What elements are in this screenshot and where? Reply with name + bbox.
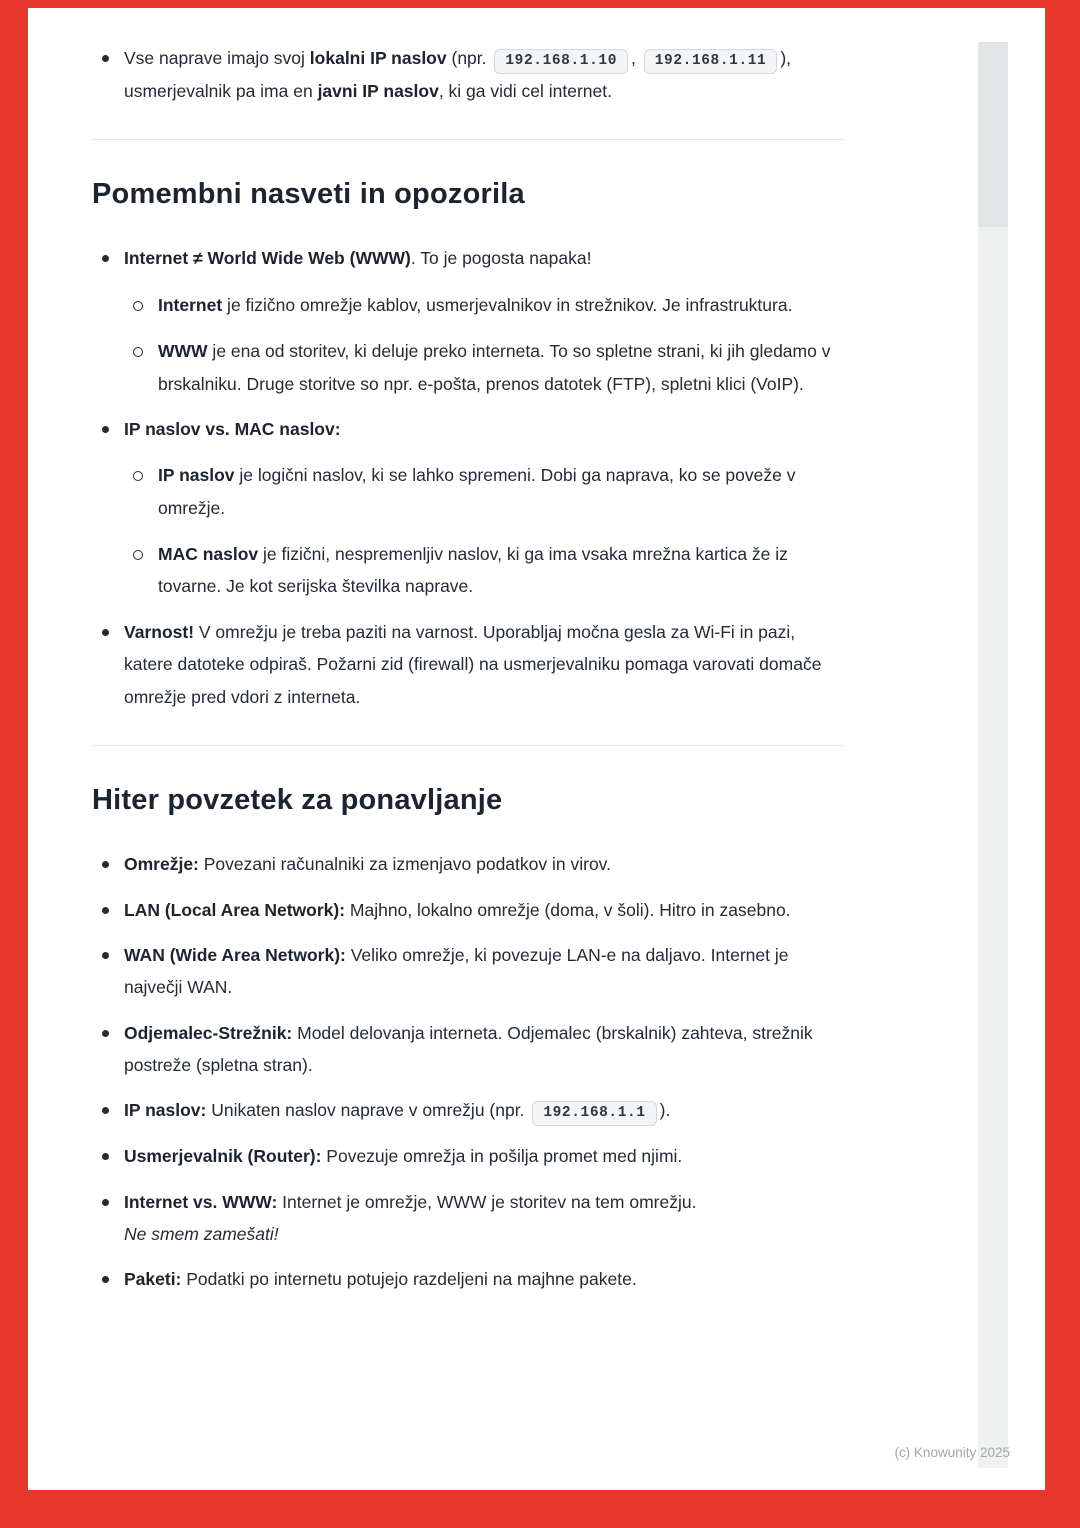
- text-run: Majhno, lokalno omrežje (doma, v šoli). Hitro in zasebno.: [345, 899, 791, 920]
- text-run: Podatki po internetu potujejo razdeljeni na majhne pakete.: [181, 1269, 637, 1290]
- scrollbar-track[interactable]: [978, 42, 1008, 1468]
- text-run: je logični naslov, ki se lahko spremeni. Dobi ga naprava, ko se poveže v omrežje.: [158, 465, 796, 518]
- sub-list-item: [124, 459, 844, 524]
- list-item: [92, 1017, 844, 1082]
- sub-list-item: [124, 289, 844, 321]
- list-item: [92, 1263, 844, 1295]
- text-run: je fizični, nespremenljiv naslov, ki ga ima vsaka mrežna kartica že iz tovarne. Je kot serijska številka naprave.: [158, 544, 788, 597]
- code-chip: 192.168.1.10: [494, 49, 628, 74]
- bold-text: IP naslov vs. MAC naslov:: [124, 418, 341, 439]
- bold-text: Internet ≠ World Wide Web (WWW): [124, 248, 411, 269]
- copyright-notice: (c) Knowunity 2025: [894, 1445, 1010, 1460]
- italic-text: Ne smem zamešati!: [124, 1224, 279, 1244]
- document-content: [92, 42, 844, 1309]
- text-run: (npr.: [446, 48, 492, 68]
- code-chip: 192.168.1.1: [532, 1101, 656, 1126]
- text-run: je ena od storitev, ki deluje preko interneta. To so spletne strani, ki jih gledamo v brskalniku. Druge storitve so npr. e-pošta, prenos datotek (FTP), spletni klici (VoIP).: [158, 341, 831, 394]
- sub-list-item: [124, 538, 844, 603]
- bold-text: Paketi:: [124, 1269, 182, 1290]
- list-item: [92, 616, 844, 713]
- code-chip: 192.168.1.11: [644, 49, 778, 74]
- text-run: Internet je omrežje, WWW je storitev na tem omrežju.: [277, 1191, 697, 1212]
- bold-text: WWW: [158, 341, 208, 362]
- text-run: Povezuje omrežja in pošilja promet med njimi.: [321, 1146, 683, 1167]
- document-page: [28, 8, 1045, 1490]
- list-item: [92, 242, 844, 400]
- bold-text: javni IP naslov: [317, 80, 439, 101]
- bold-text: lokalni IP naslov: [309, 48, 447, 68]
- bold-text: MAC naslov: [158, 544, 259, 565]
- list-item: [92, 1186, 844, 1251]
- bold-text: Varnost!: [124, 621, 195, 642]
- bold-text: Odjemalec-Strežnik:: [124, 1022, 293, 1043]
- list-item: [92, 939, 844, 1004]
- sub-list-item: [124, 335, 844, 400]
- text-run: Veliko omrežje, ki povezuje LAN-e na daljavo. Internet je največji WAN.: [124, 944, 789, 998]
- section-divider: [92, 139, 844, 140]
- bold-text: Usmerjevalnik (Router):: [124, 1146, 322, 1167]
- tips-list: [92, 242, 844, 713]
- bold-text: Internet: [158, 294, 223, 315]
- list-item: [92, 413, 844, 603]
- bold-text: LAN (Local Area Network):: [124, 899, 346, 920]
- list-item: [92, 1094, 844, 1127]
- scrollbar-thumb[interactable]: [978, 42, 1008, 227]
- summary-list: [92, 848, 844, 1296]
- text-run: ), usmerjevalnik pa ima en: [124, 48, 792, 101]
- bold-text: WAN (Wide Area Network):: [124, 944, 346, 965]
- sub-list: [124, 289, 844, 400]
- text-run: Vse naprave imajo svoj: [124, 48, 310, 68]
- list-item: [92, 42, 844, 107]
- bold-text: Omrežje:: [124, 854, 199, 875]
- section-divider: [92, 745, 844, 746]
- bold-text: IP naslov:: [124, 1100, 207, 1121]
- text-run: ,: [631, 48, 641, 68]
- sub-list: [124, 459, 844, 603]
- section-heading-tips: Pomembni nasveti in opozorila: [92, 178, 525, 211]
- bold-text: IP naslov: [158, 465, 235, 486]
- text-run: ).: [659, 1100, 671, 1121]
- text-run: , ki ga vidi cel internet.: [438, 80, 612, 101]
- section-heading-summary: Hiter povzetek za ponavljanje: [92, 783, 503, 816]
- list-item: [92, 894, 844, 926]
- list-item: [92, 848, 844, 880]
- text-run: Model delovanja interneta. Odjemalec (brskalnik) zahteva, strežnik postreže (spletna stran).: [124, 1022, 813, 1076]
- text-run: Povezani računalniki za izmenjavo podatkov in virov.: [198, 854, 611, 875]
- list-item: [92, 1140, 844, 1172]
- text-run: Unikaten naslov naprave v omrežju (npr.: [206, 1100, 530, 1121]
- text-run: V omrežju je treba paziti na varnost. Uporabljaj močna gesla za Wi-Fi in pazi, katere datoteke odpiraš. Požarni zid (firewall) na usmerjevalniku pomaga varovati domače omrežje pred vdori z interneta.: [124, 621, 822, 707]
- text-run: je fizično omrežje kablov, usmerjevalnikov in strežnikov. Je infrastruktura.: [222, 294, 793, 315]
- bold-text: Internet vs. WWW:: [124, 1191, 278, 1212]
- text-run: . To je pogosta napaka!: [410, 248, 592, 269]
- intro-list: [92, 42, 844, 107]
